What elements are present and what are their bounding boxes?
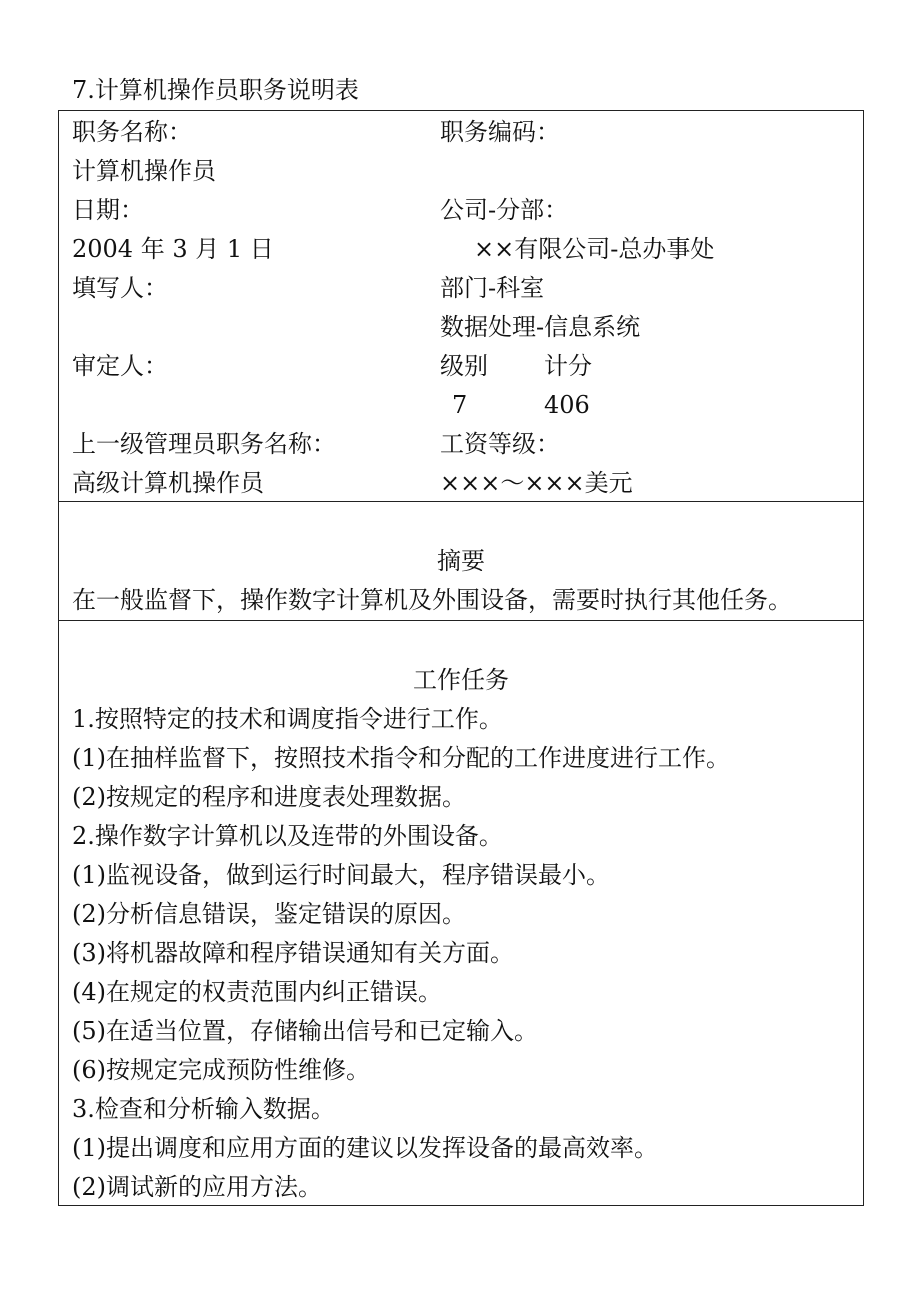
task-item: 3.检查和分析输入数据。 bbox=[72, 1095, 335, 1123]
task-item: (5)在适当位置，存储输出信号和已定输入。 bbox=[72, 1017, 538, 1045]
task-item: (1)监视设备，做到运行时间最大，程序错误最小。 bbox=[72, 861, 610, 889]
points-value: 406 bbox=[544, 391, 590, 419]
summary-text: 在一般监督下，操作数字计算机及外围设备，需要时执行其他任务。 bbox=[72, 586, 792, 614]
company-value: ××有限公司-总办事处 bbox=[474, 235, 715, 263]
task-item: (2)分析信息错误，鉴定错误的原因。 bbox=[72, 900, 466, 928]
task-item: (1)在抽样监督下，按照技术指令和分配的工作进度进行工作。 bbox=[72, 744, 730, 772]
summary-heading: 摘要 bbox=[437, 547, 485, 575]
job-name-label: 职务名称： bbox=[72, 118, 192, 146]
job-code-label: 职务编码： bbox=[440, 118, 560, 146]
level-label: 级别 bbox=[440, 352, 488, 380]
points-label: 计分 bbox=[544, 352, 592, 380]
task-item: (2)按规定的程序和进度表处理数据。 bbox=[72, 783, 466, 811]
task-item: (2)调试新的应用方法。 bbox=[72, 1173, 322, 1201]
section-divider bbox=[58, 501, 864, 502]
tasks-heading: 工作任务 bbox=[413, 666, 509, 694]
filler-label: 填写人： bbox=[72, 274, 168, 302]
dept-value: 数据处理-信息系统 bbox=[440, 313, 641, 341]
task-item: 2.操作数字计算机以及连带的外围设备。 bbox=[72, 822, 503, 850]
date-value: 2004 年 3 月 1 日 bbox=[72, 235, 274, 263]
task-item: (4)在规定的权责范围内纠正错误。 bbox=[72, 978, 442, 1006]
salary-value: ×××～×××美元 bbox=[440, 469, 633, 497]
task-item: (1)提出调度和应用方面的建议以发挥设备的最高效率。 bbox=[72, 1134, 658, 1162]
dept-label: 部门-科室 bbox=[440, 274, 545, 302]
level-value: 7 bbox=[452, 391, 468, 419]
task-item: (3)将机器故障和程序错误通知有关方面。 bbox=[72, 939, 514, 967]
superior-label: 上一级管理员职务名称： bbox=[72, 430, 336, 458]
date-label: 日期： bbox=[72, 196, 144, 224]
superior-value: 高级计算机操作员 bbox=[72, 469, 264, 497]
task-item: (6)按规定完成预防性维修。 bbox=[72, 1056, 370, 1084]
section-divider bbox=[58, 620, 864, 621]
job-name-value: 计算机操作员 bbox=[72, 157, 216, 185]
task-item: 1.按照特定的技术和调度指令进行工作。 bbox=[72, 705, 503, 733]
page-title: 7.计算机操作员职务说明表 bbox=[72, 76, 359, 104]
company-label: 公司-分部： bbox=[440, 196, 569, 224]
approver-label: 审定人： bbox=[72, 352, 168, 380]
salary-label: 工资等级： bbox=[440, 430, 560, 458]
